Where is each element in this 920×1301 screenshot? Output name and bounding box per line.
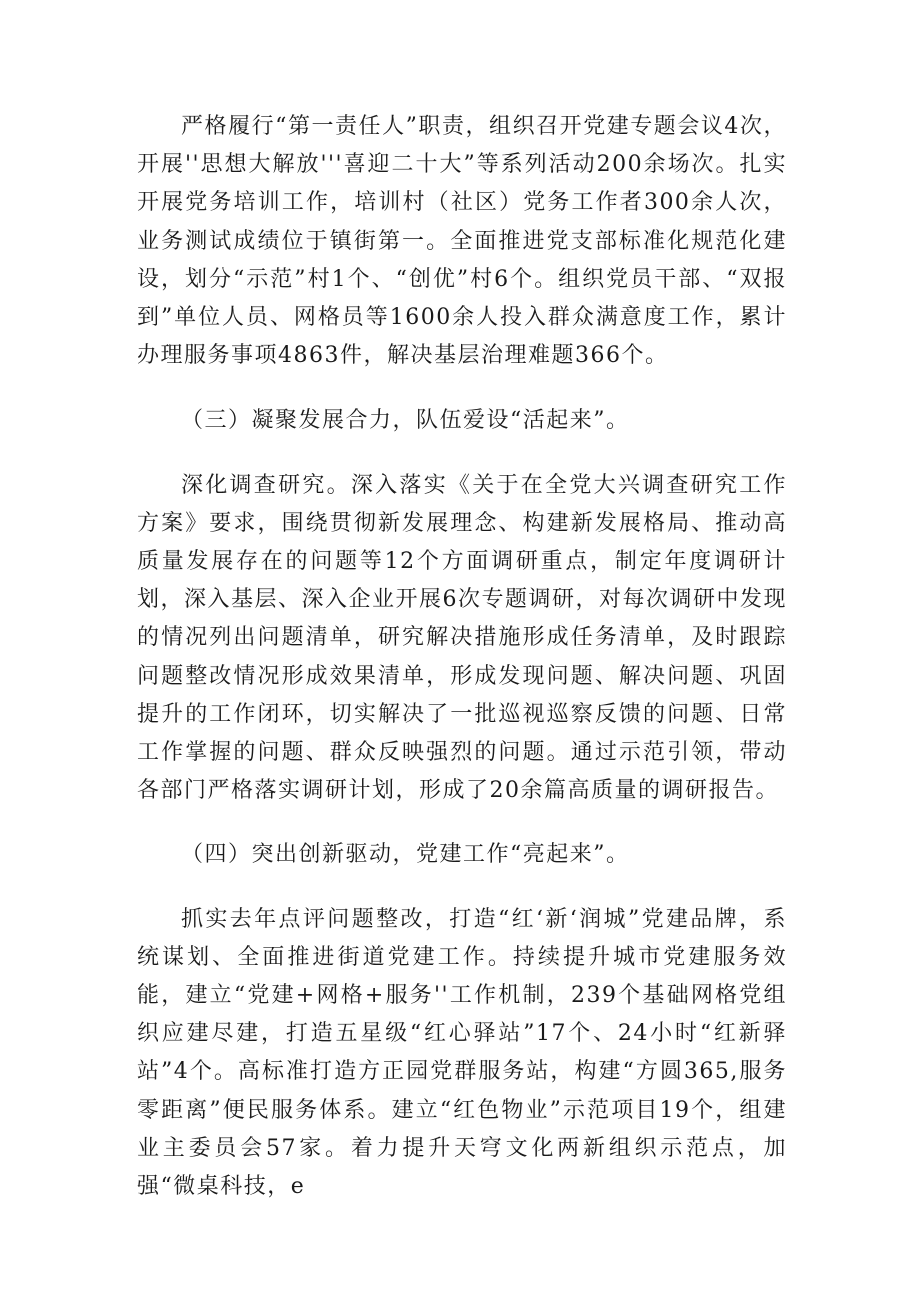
section-heading: （四）突出创新驱动，党建工作“亮起来”。	[181, 842, 630, 868]
body-paragraph: 深化调查研究。深入落实《关于在全党大兴调查研究工作方案》要求，围绕贯彻新发展理念、构建新发展格局、推动高质量发展存在的问题等12个方面调研重点，制定年度调研计划，深入基层、深入企业开展6次专题调研，对每次调研中发现的情况列出问题清单，研究解决措施形成任务清单，及时跟踪问题整改情况形成效果清单，形成发现问题、解决问题、巩固提升的工作闭环，切实解决了一批巡视巡察反馈的问题、日常工作掌握的问题、群众反映强烈的问题。通过示范引领，带动各部门严格落实调研计划，形成了20余篇高质量的调研报告。	[137, 472, 787, 804]
section-heading: （三）凝聚发展合力，队伍爱设“活起来”。	[181, 408, 630, 434]
body-paragraph: 抓实去年点评问题整改，打造“红‘新‘润城”党建品牌，系统谋划、全面推进街道党建工作。持续提升城市党建服务效能，建立“党建+网格+服务''工作机制，239个基础网格党组织应建尽建，打造五星级“红心驿站”17个、24小时“红新驿站”4个。高标准打造方正园党群服务站，构建“方圆365,服务零距离”便民服务体系。建立“红色物业”示范项目19个，组建业主委员会57家。着力提升天穹文化两新组织示范点，加强“微桌科技，e	[137, 906, 787, 1200]
document-page	[137, 108, 787, 1206]
body-paragraph: 严格履行“第一责任人”职责，组织召开党建专题会议4次，开展''思想大解放'''喜迎二十大”等系列活动200余场次。扎实开展党务培训工作，培训村（社区）党务工作者300余人次，业务测试成绩位于镇街第一。全面推进党支部标准化规范化建设，划分“示范”村1个、“创优”村6个。组织党员干部、“双报到”单位人员、网格员等1600余人投入群众满意度工作，累计办理服务事项4863件，解决基层治理难题366个。	[137, 114, 787, 369]
